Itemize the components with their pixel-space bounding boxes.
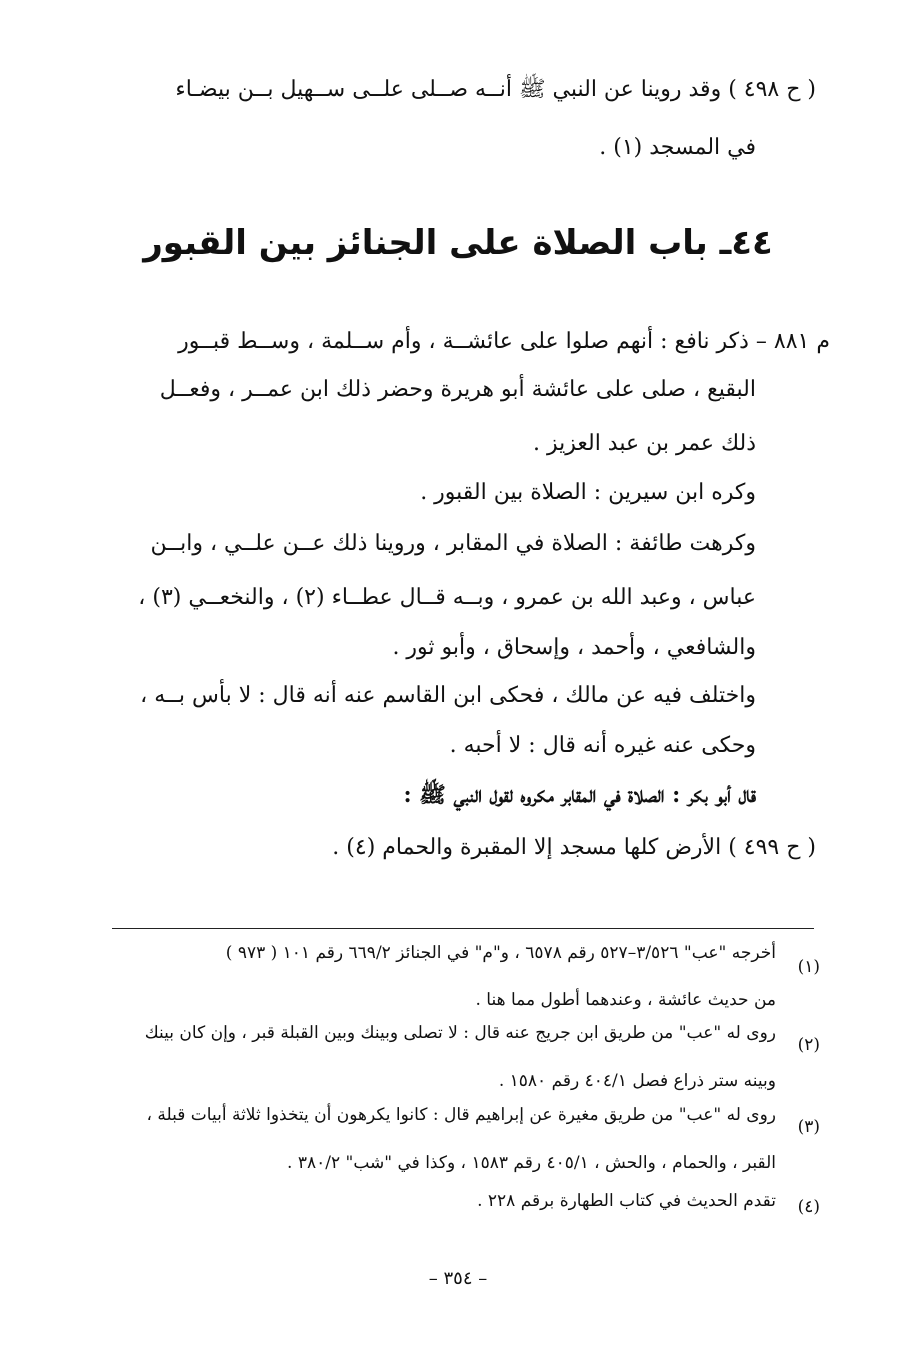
footnote-1-number: (١) xyxy=(797,957,820,977)
hadith-498-line-1: ( ح ٤٩٨ ) وقد روينا عن النبي ﷺ أنــه صــلى علــى ســهيل بــن بيضـاء xyxy=(175,77,816,102)
body-line-9: وحكى عنه غيره أنه قال : لا أحبه . xyxy=(449,733,756,758)
footnote-1-line-1: أخرجه "عب" ٣/٥٢٦–٥٢٧ رقم ٦٥٧٨ ، و"م" في الجنائز ٦٦٩/٢ رقم ١٠١ ( ٩٧٣ ) xyxy=(225,943,776,963)
footnote-4-line-1: تقدم الحديث في كتاب الطهارة برقم ٢٢٨ . xyxy=(477,1191,776,1211)
page-number: – ٣٥٤ – xyxy=(428,1268,488,1289)
body-line-8: واختلف فيه عن مالك ، فحكى ابن القاسم عنه أنه قال : لا بأس بــه ، xyxy=(140,683,756,708)
hadith-498-line-2: في المسجد (١) . xyxy=(599,135,756,160)
footnote-2-line-2: وبينه ستر ذراع فصل ٤٠٤/١ رقم ١٥٨٠ . xyxy=(498,1071,776,1091)
footnote-3-number: (٣) xyxy=(797,1117,820,1137)
body-line-5: وكرهت طائفة : الصلاة في المقابر ، وروينا ذلك عــن علــي ، وابــن xyxy=(150,531,756,556)
body-line-7: والشافعي ، وأحمد ، وإسحاق ، وأبو ثور . xyxy=(392,635,756,660)
body-line-2: البقيع ، صلى على عائشة أبو هريرة وحضر ذلك ابن عمــر ، وفعــل xyxy=(159,377,756,402)
chapter-heading: ٤٤ـ باب الصلاة على الجنائز بين القبور xyxy=(143,223,773,263)
footnote-1-line-2: من حديث عائشة ، وعندهما أطول مما هنا . xyxy=(475,990,776,1010)
body-line-4: وكره ابن سيرين : الصلاة بين القبور . xyxy=(420,480,756,505)
footnote-2-line-1: روى له "عب" من طريق ابن جريج عنه قال : لا تصلى وبينك وبين القبلة قبر ، وإن كان بينك xyxy=(144,1023,776,1043)
body-line-10: قال أبو بكر : الصلاة في المقابر مكروه لقول النبي ﷺ : xyxy=(403,782,756,808)
footnote-4-number: (٤) xyxy=(797,1197,820,1217)
footnote-separator xyxy=(112,928,814,929)
footnote-2-number: (٢) xyxy=(797,1035,820,1055)
hadith-499-line: ( ح ٤٩٩ ) الأرض كلها مسجد إلا المقبرة والحمام (٤) . xyxy=(332,835,816,860)
body-line-3: ذلك عمر بن عبد العزيز . xyxy=(533,431,756,456)
body-line-6: عباس ، وعبد الله بن عمرو ، وبــه قــال عطــاء (٢) ، والنخعــي (٣) ، xyxy=(138,585,756,610)
footnote-3-line-2: القبر ، والحمام ، والحش ، ٤٠٥/١ رقم ١٥٨٣ ، وكذا في "شب" ٣٨٠/٢ . xyxy=(287,1153,776,1173)
body-line-1: م ٨٨١ – ذكر نافع : أنهم صلوا على عائشــة ، وأم ســلمة ، وســط قبــور xyxy=(178,329,830,354)
footnote-3-line-1: روى له "عب" من طريق مغيرة عن إبراهيم قال : كانوا يكرهون أن يتخذوا ثلاثة أبيات قبلة ، xyxy=(146,1105,776,1125)
